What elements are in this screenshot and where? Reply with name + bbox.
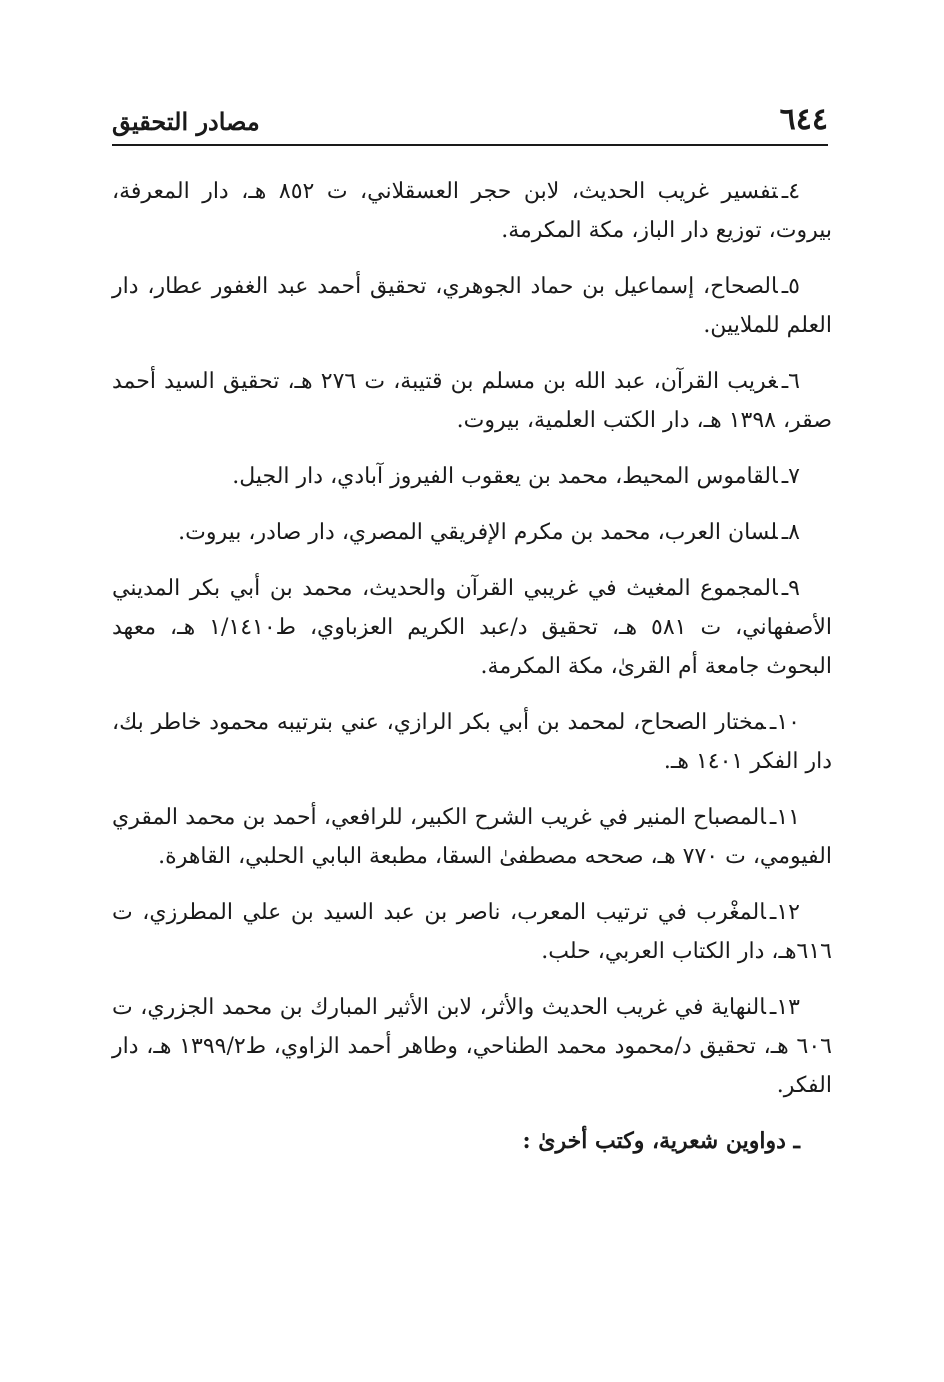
reference-entry-13	[112, 988, 832, 1105]
running-title: مصادر التحقيق	[112, 107, 260, 136]
reference-number: ١٢ـ	[769, 900, 800, 925]
page-header	[112, 100, 828, 146]
reference-text: المغْرب في ترتيب المعرب، ناصر بن عبد السيد بن علي المطرزي، ت ٦١٦هـ، دار الكتاب العربي، حلب.	[112, 900, 832, 964]
reference-entry-4	[112, 172, 832, 250]
reference-entry-11	[112, 798, 832, 876]
reference-entry-5	[112, 267, 832, 345]
reference-entry-8	[112, 513, 832, 552]
reference-text: الصحاح، إسماعيل بن حماد الجوهري، تحقيق أحمد عبد الغفور عطار، دار العلم للملايين.	[112, 274, 832, 338]
reference-entry-9	[112, 569, 832, 686]
reference-number: ٤ـ	[781, 179, 801, 204]
reference-number: ١٣ـ	[769, 995, 800, 1020]
reference-number: ٧ـ	[781, 464, 800, 489]
reference-number: ٥ـ	[781, 274, 800, 299]
page-number: ٦٤٤	[779, 102, 828, 137]
reference-entry-10	[112, 703, 832, 781]
reference-number: ١١ـ	[769, 805, 800, 830]
reference-entry-6	[112, 362, 832, 440]
reference-text: غريب القرآن، عبد الله بن مسلم بن قتيبة، ت ٢٧٦ هـ، تحقيق السيد أحمد صقر، ١٣٩٨ هـ، دار الكتب العلمية، بيروت.	[112, 369, 832, 433]
references-list	[112, 172, 832, 1161]
reference-text: القاموس المحيط، محمد بن يعقوب الفيروز آبادي، دار الجيل.	[232, 464, 778, 489]
reference-text: مختار الصحاح، لمحمد بن أبي بكر الرازي، عني بترتيبه محمود خاطر بك، دار الفكر ١٤٠١ هـ.	[112, 710, 832, 774]
reference-number: ٦ـ	[781, 369, 800, 394]
reference-number: ٨ـ	[781, 520, 800, 545]
reference-text: تفسير غريب الحديث، لابن حجر العسقلاني، ت ٨٥٢ هـ، دار المعرفة، بيروت، توزيع دار الباز، مكة المكرمة.	[112, 179, 832, 243]
reference-entry-12	[112, 893, 832, 971]
section-heading: ـ دواوين شعرية، وكتب أخرىٰ :	[522, 1128, 800, 1154]
reference-entry-7	[112, 457, 832, 496]
reference-text: المجموع المغيث في غريبي القرآن والحديث، محمد بن أبي بكر المديني الأصفهاني، ت ٥٨١ هـ، تحقيق د/عبد الكريم العزباوي، ط١/١٤١٠ هـ، معهد البحوث جامعة أم القرىٰ، مكة المكرمة.	[112, 576, 832, 679]
reference-text: النهاية في غريب الحديث والأثر، لابن الأثير المبارك بن محمد الجزري، ت ٦٠٦ هـ، تحقيق د/محمود محمد الطناحي، وطاهر أحمد الزاوي، ط١٣٩٩/٢ هـ، دار الفكر.	[112, 995, 832, 1098]
reference-number: ٩ـ	[781, 576, 800, 601]
reference-text: لسان العرب، محمد بن مكرم الإفريقي المصري، دار صادر، بيروت.	[178, 520, 778, 545]
reference-text: المصباح المنير في غريب الشرح الكبير، للرافعي، أحمد بن محمد المقري الفيومي، ت ٧٧٠ هـ، صححه مصطفىٰ السقا، مطبعة البابي الحلبي، القاهرة.	[112, 805, 832, 869]
reference-number: ١٠ـ	[769, 710, 800, 735]
